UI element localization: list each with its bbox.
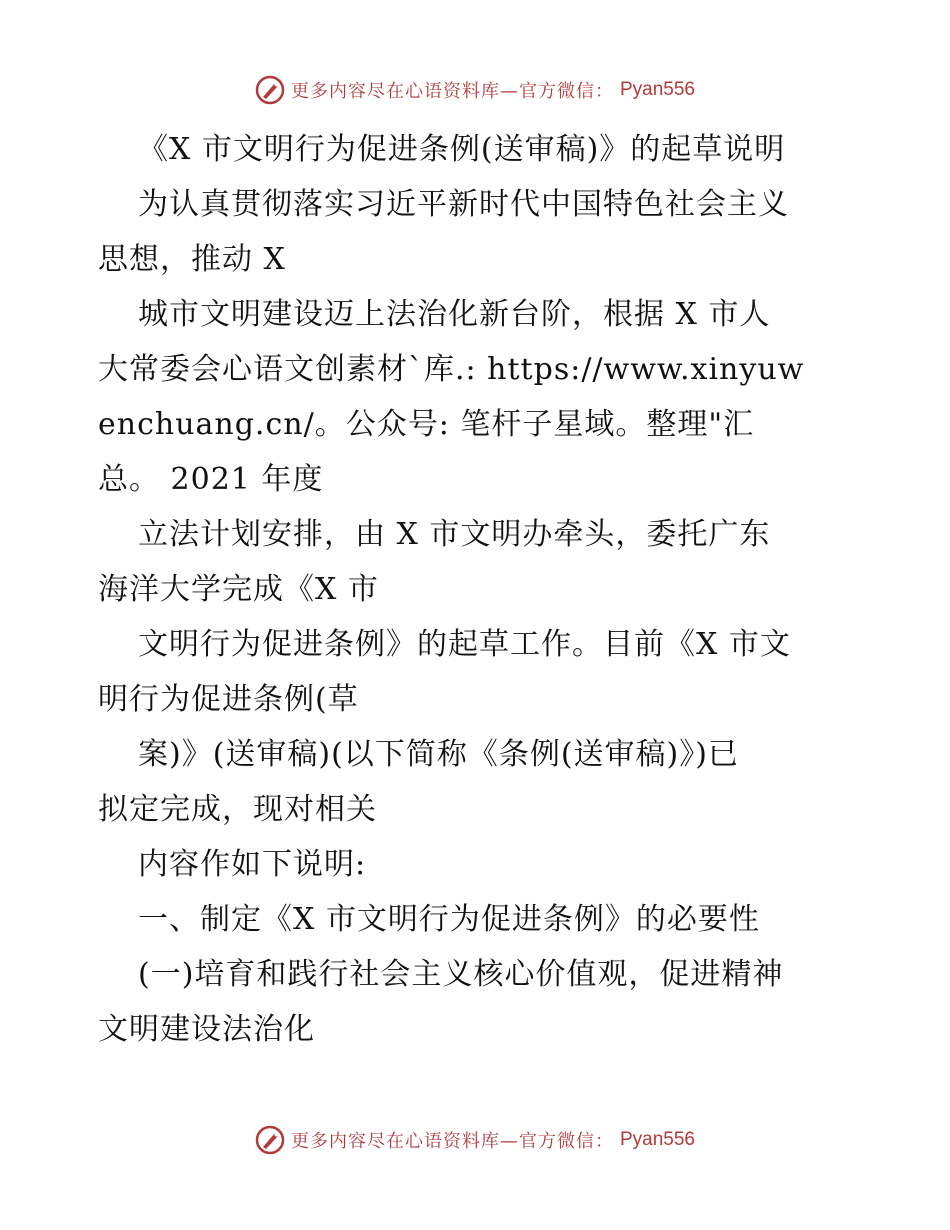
document-line: 案)》(送审稿)(以下简称《条例(送审稿)》)已 xyxy=(138,737,739,772)
document-lines xyxy=(98,177,858,1057)
document-line: 文明行为促进条例》的起草工作。目前《X 市文 xyxy=(138,627,791,662)
pen-nib-logo-icon xyxy=(255,75,285,105)
watermark-footer xyxy=(0,1120,950,1160)
document-line: enchuang.cn/。公众号: 笔杆子星域。整理"汇 xyxy=(98,407,755,442)
pen-nib-logo-icon xyxy=(255,1125,285,1155)
document-line: 明行为促进条例(草 xyxy=(98,682,359,717)
document-line: 立法计划安排，由 X 市文明办牵头，委托广东 xyxy=(138,517,771,552)
watermark-text: 更多内容尽在心语资料库—官方微信： xyxy=(290,81,614,102)
document-line: 总。 2021 年度 xyxy=(98,462,324,497)
document-line: 文明建设法治化 xyxy=(98,1012,315,1047)
document-body xyxy=(98,122,858,1057)
document-line: 为认真贯彻落实习近平新时代中国特色社会主义 xyxy=(138,187,789,222)
document-line: 拟定完成，现对相关 xyxy=(98,792,377,827)
watermark-wechat-id: Pyan556 xyxy=(619,1129,695,1150)
document-line: 大常委会心语文创素材`库.: https://www.xinyuw xyxy=(98,352,805,387)
document-line: 城市文明建设迈上法治化新台阶，根据 X 市人 xyxy=(138,297,771,332)
document-line: (一)培育和践行社会主义核心价值观，促进精神 xyxy=(138,957,784,992)
document-line: 一、制定《X 市文明行为促进条例》的必要性 xyxy=(138,902,760,937)
document-line: 内容作如下说明: xyxy=(138,847,367,882)
watermark-wechat-id: Pyan556 xyxy=(619,79,695,100)
document-line: 海洋大学完成《X 市 xyxy=(98,572,379,607)
watermark-header xyxy=(0,70,950,110)
document-title: 《X 市文明行为促进条例(送审稿)》的起草说明 xyxy=(138,132,786,167)
watermark-text: 更多内容尽在心语资料库—官方微信： xyxy=(290,1131,614,1152)
document-line: 思想，推动 X xyxy=(98,242,286,277)
